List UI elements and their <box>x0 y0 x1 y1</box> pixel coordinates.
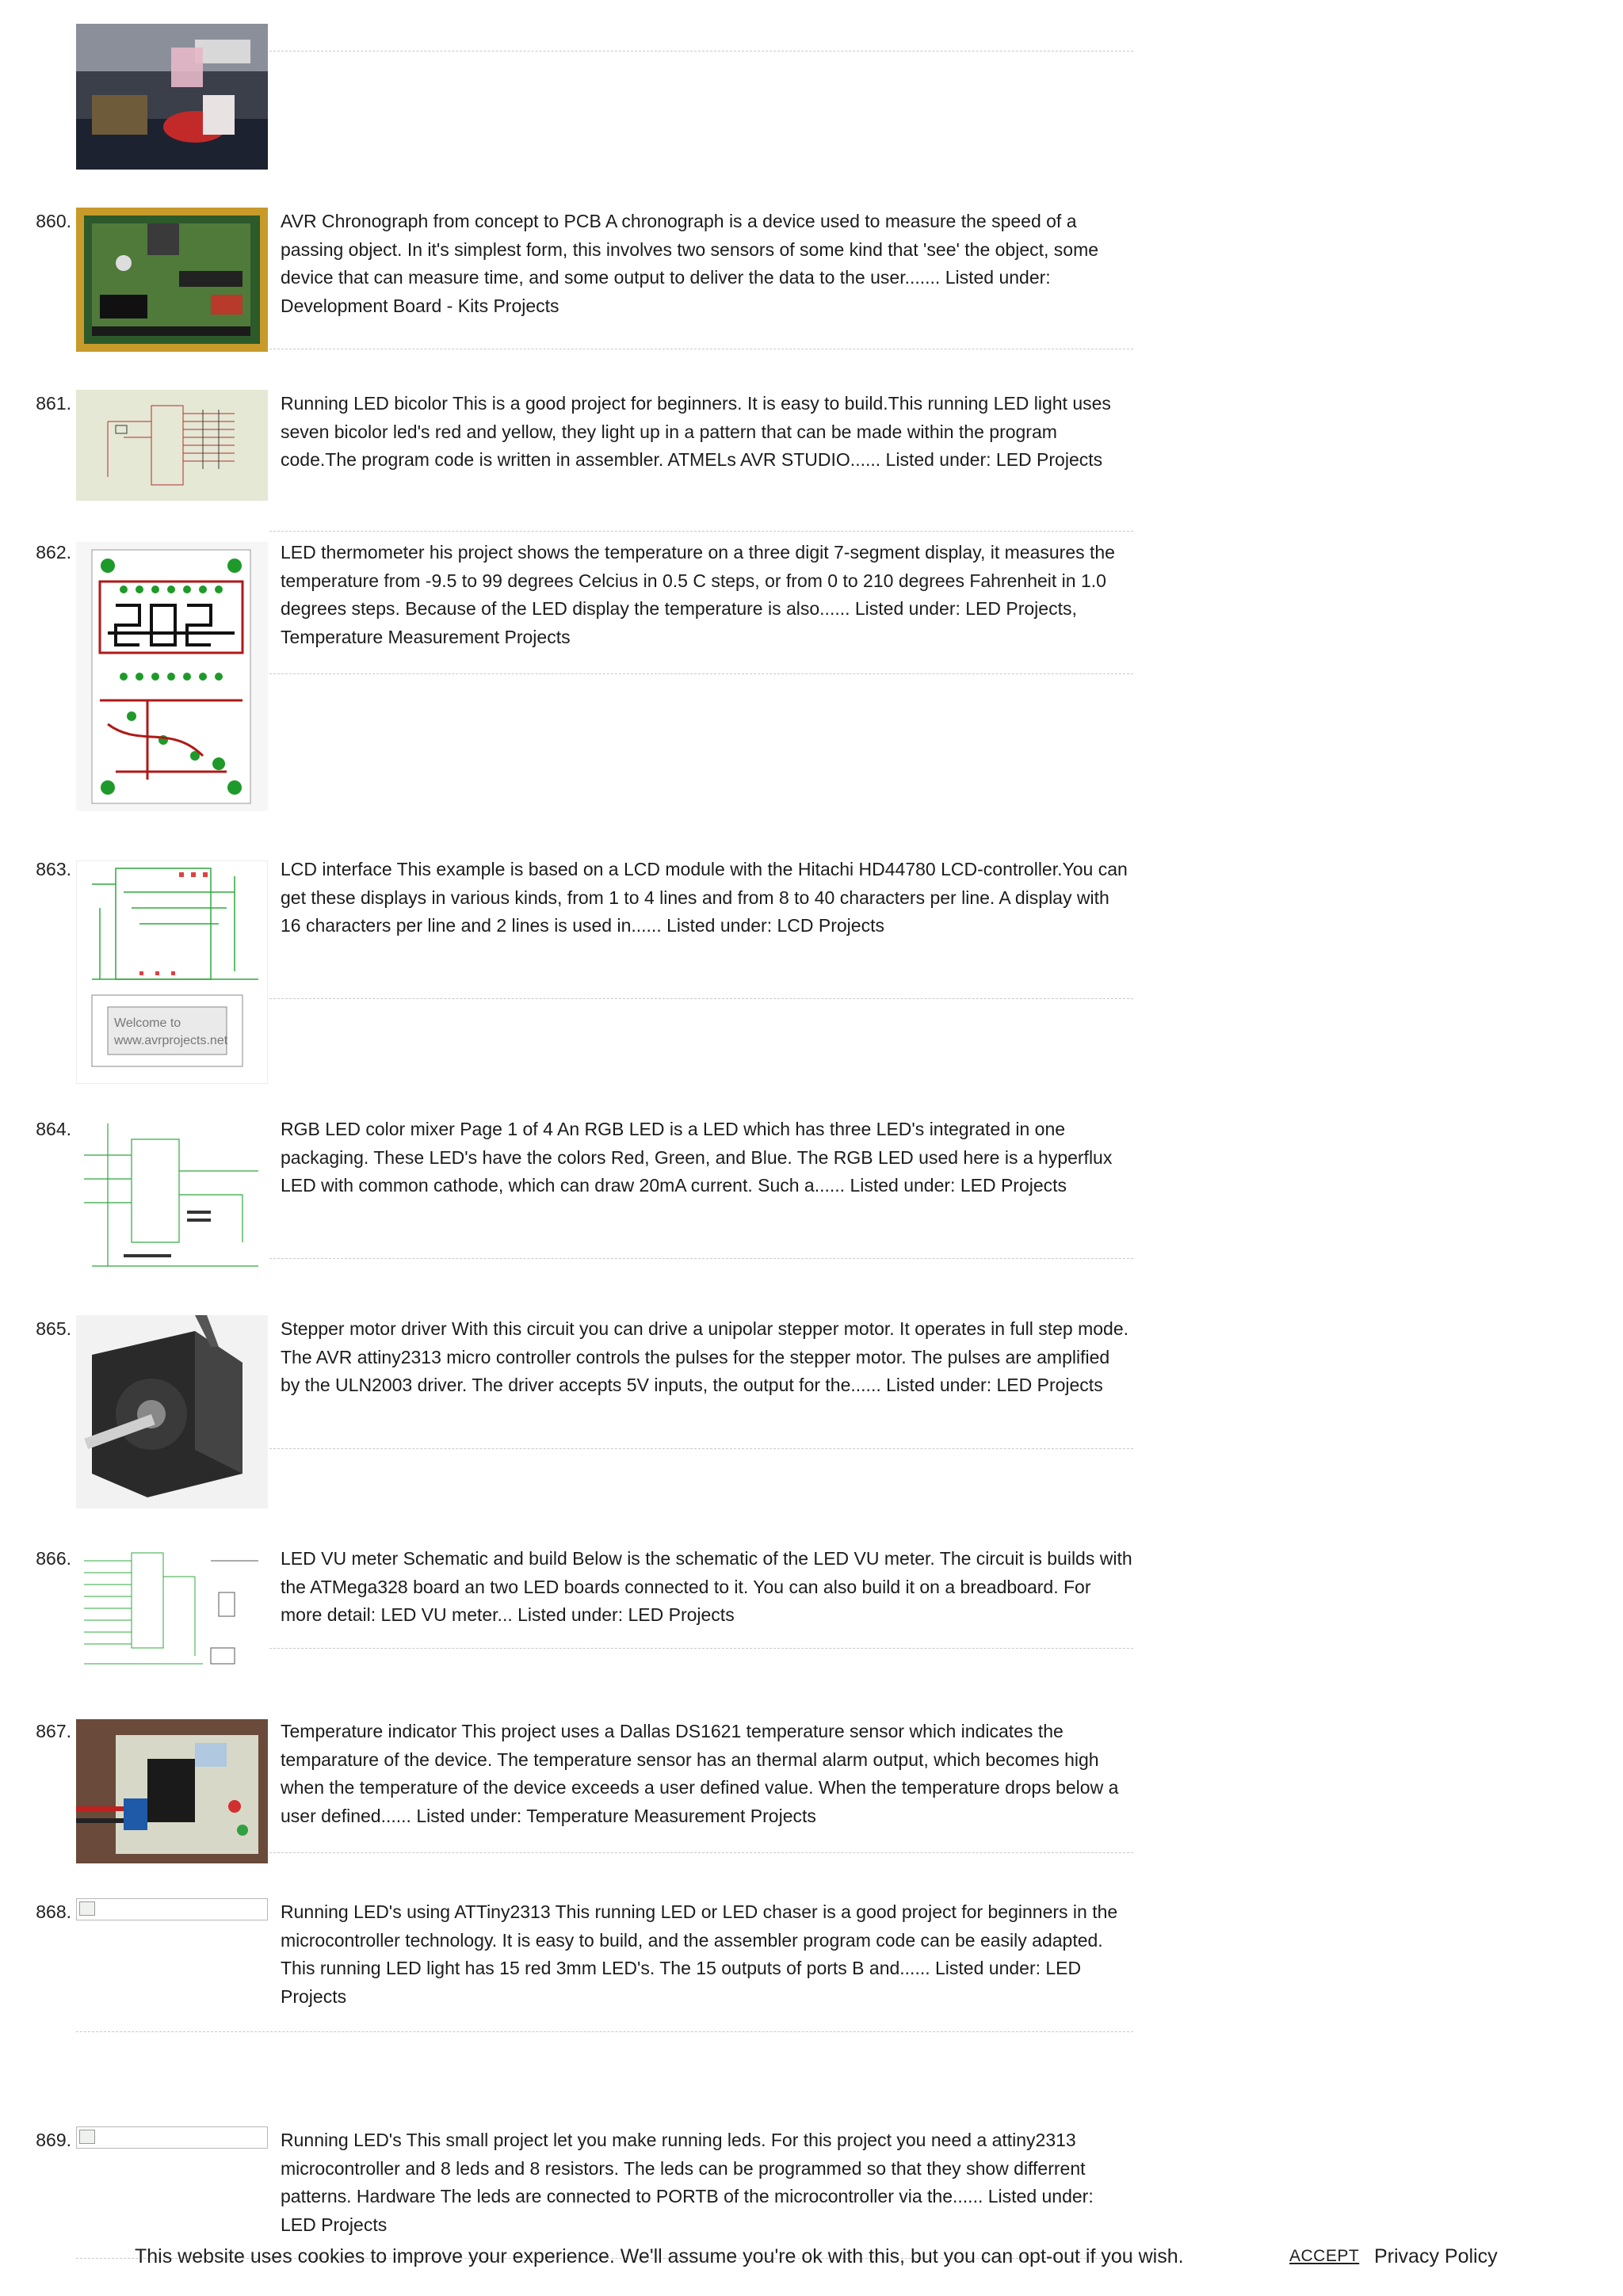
item-number: 865. <box>36 1318 71 1339</box>
item-description[interactable]: LED thermometer his project shows the temperature on a three digit 7-segment display, it measures the temperature from -9.5 to 99 degrees Celcius in 0.5 C steps, or from 0 to 210 degrees Fahrenheit in 1.0 degrees steps. Because of the LED display the temperature is also...... Listed under: LED Projects, Temperature Measurement Projects <box>281 542 1115 647</box>
schematic-vu-meter-image <box>76 1545 268 1676</box>
item-description[interactable]: Temperature indicator This project uses a Dallas DS1621 temperature sensor which indicates the temparature of the device. The temperature sensor has an thermal alarm output, which becomes high when the temperature of the device exceeds a user defined value. When the temperature drops below a user defined...... Listed under: Temperature Measurement Projects <box>281 1721 1119 1826</box>
project-thumbnail[interactable] <box>76 2126 268 2149</box>
divider <box>269 1852 1133 1853</box>
svg-text:www.avrprojects.net: www.avrprojects.net <box>114 1034 228 1047</box>
item-description[interactable]: Running LED's This small project let you make running leds. For this project you need a attiny2313 microcontroller and 8 leds and 8 resistors. The leds can be programmed so that they show differrent patterns. Hardware The leds are connected to PORTB of the microcontroller via the...... Listed under: LED Projects <box>281 2130 1094 2235</box>
broken-image-icon <box>79 2130 95 2144</box>
project-thumbnail[interactable] <box>76 1898 268 1920</box>
item-description[interactable]: RGB LED color mixer Page 1 of 4 An RGB LED is a LED which has three LED's integrated in one packaging. These LED's have the colors Red, Green, and Blue. The RGB LED used here is a hyperflux LED with common cathode, which can draw 20mA current. Such a...... Listed under: LED Projects <box>281 1119 1113 1196</box>
divider <box>269 1448 1133 1449</box>
item-description[interactable]: AVR Chronograph from concept to PCB A chronograph is a device used to measure the speed of a passing object. In it's simplest form, this involves two sensors of some kind that 'see' the object, some device that can measure time, and some output to deliver the data to the user....... Listed under: Development Board - Kits Projects <box>281 211 1099 316</box>
accept-cookies-button[interactable]: ACCEPT <box>1289 2247 1360 2265</box>
project-thumbnail[interactable] <box>76 1719 268 1863</box>
project-thumbnail[interactable] <box>76 208 268 352</box>
cookie-message: This website uses cookies to improve your experience. We'll assume you're ok with this, but you can opt-out if you wish. <box>135 2245 1184 2267</box>
item-number: 866. <box>36 1548 71 1569</box>
item-number: 864. <box>36 1119 71 1139</box>
item-number: 860. <box>36 211 71 231</box>
item-description[interactable]: LED VU meter Schematic and build Below is the schematic of the LED VU meter. The circuit is builds with the ATMega328 board an two LED boards connected to it. You can also build it on a breadboard. For more detail: LED VU meter... Listed under: LED Projects <box>281 1548 1132 1626</box>
pcb-led-thermometer-image <box>76 542 268 811</box>
item-description[interactable]: LCD interface This example is based on a LCD module with the Hitachi HD44780 LCD-controller.You can get these displays in various kinds, from 1 to 4 lines and from 8 to 40 characters per line. A display with 16 characters per line and 2 lines is used in...... Listed under: LCD Projects <box>281 859 1128 936</box>
photo-led-cube-image <box>76 24 268 170</box>
broken-image-icon <box>79 1901 95 1916</box>
schematic-lcd-interface-image <box>76 860 268 1084</box>
divider <box>269 531 1133 532</box>
privacy-policy-link[interactable]: Privacy Policy <box>1374 2245 1498 2267</box>
item-number: 862. <box>36 542 71 563</box>
photo-temperature-indicator-image <box>76 1719 268 1863</box>
item-number: 867. <box>36 1721 71 1741</box>
svg-text:Welcome to: Welcome to <box>114 1016 181 1030</box>
schematic-running-led-image <box>76 390 268 501</box>
divider <box>76 2031 1133 2032</box>
project-thumbnail[interactable] <box>76 390 268 501</box>
item-number: 868. <box>36 1901 71 1922</box>
schematic-rgb-mixer-image <box>76 1116 268 1279</box>
divider <box>269 673 1133 674</box>
divider <box>269 998 1133 999</box>
photo-stepper-motor-image <box>76 1315 268 1508</box>
project-thumbnail[interactable] <box>76 1545 268 1676</box>
item-number: 863. <box>36 859 71 879</box>
item-description[interactable]: Running LED's using ATTiny2313 This running LED or LED chaser is a good project for beginners in the microcontroller technology. It is easy to build, and the assembler program code can be easily adapted. This running LED light has 15 red 3mm LED's. The 15 outputs of ports B and...... Listed under: LED Projects <box>281 1901 1118 2007</box>
project-thumbnail[interactable] <box>76 860 268 1084</box>
cookie-consent-bar <box>0 2239 1623 2274</box>
item-number: 861. <box>36 393 71 414</box>
project-thumbnail[interactable] <box>76 1116 268 1279</box>
project-thumbnail[interactable] <box>76 24 268 170</box>
project-thumbnail[interactable] <box>76 1315 268 1508</box>
project-thumbnail[interactable] <box>76 542 268 811</box>
divider <box>269 1258 1133 1259</box>
item-number: 869. <box>36 2130 71 2150</box>
item-description[interactable]: Running LED bicolor This is a good project for beginners. It is easy to build.This running LED light uses seven bicolor led's red and yellow, they light up in a pattern that can be made within the program code.The program code is written in assembler. ATMELs AVR STUDIO...... Listed under: LED Projects <box>281 393 1111 471</box>
divider <box>269 1648 1133 1649</box>
photo-chronograph-pcb-image <box>76 208 268 352</box>
item-description[interactable]: Stepper motor driver With this circuit you can drive a unipolar stepper motor. It operates in full step mode. The AVR attiny2313 micro controller controls the pulses for the stepper motor. The pulses are amplified by the ULN2003 driver. The driver accepts 5V inputs, the output for the...... Listed under: LED Projects <box>281 1318 1128 1396</box>
